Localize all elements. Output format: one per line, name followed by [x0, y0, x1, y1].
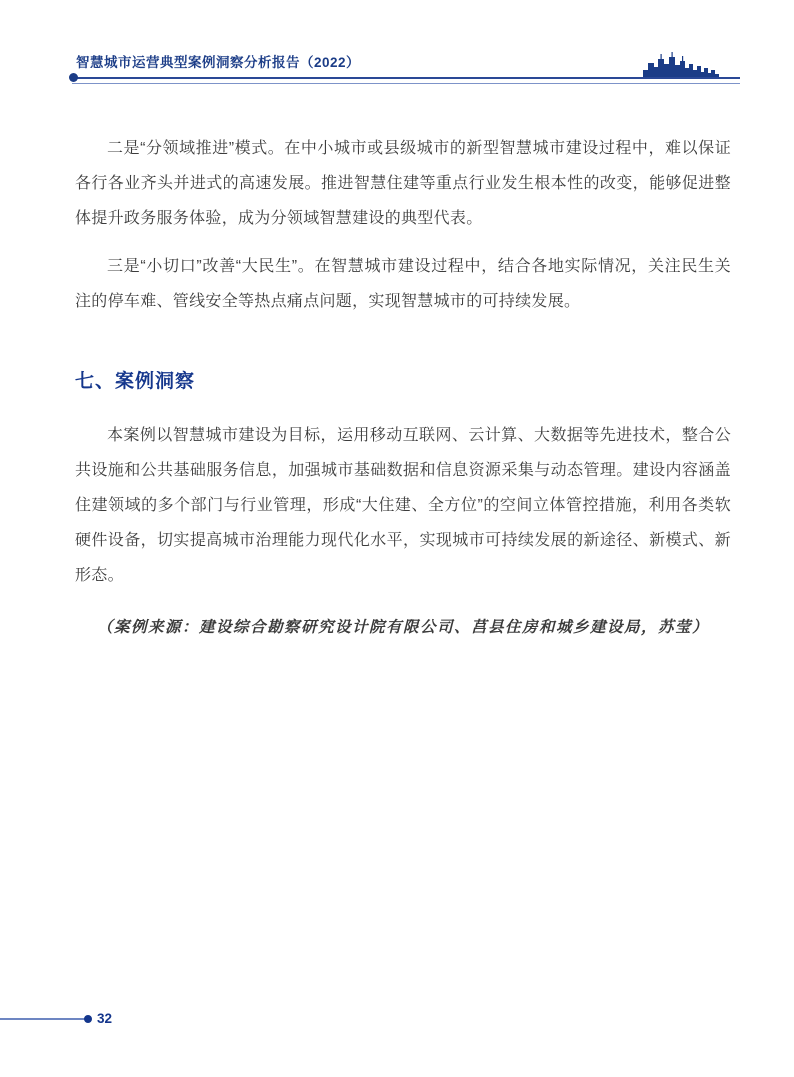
header-divider-dot [69, 73, 78, 82]
paragraph-mode-three: 三是“小切口”改善“大民生”。在智慧城市建设过程中，结合各地实际情况，关注民生关注的停车难、管线安全等热点痛点问题，实现智慧城市的可持续发展。 [75, 258, 731, 310]
footer-divider [0, 1018, 85, 1020]
page-number: 32 [97, 1011, 113, 1026]
city-skyline-icon [642, 51, 722, 77]
page-content [75, 131, 731, 637]
paragraph-case-insight: 本案例以智慧城市建设为目标，运用移动互联网、云计算、大数据等先进技术，整合公共设施和公共基础服务信息，加强城市基础数据和信息资源采集与动态管理。建设内容涵盖住建领域的多个部门与行业管理，形成“大住建、全方位”的空间立体管控措施，利用各类软硬件设备，切实提高城市治理能力现代化水平，实现城市可持续发展的新途径、新模式、新形态。 [75, 427, 731, 584]
header-divider [72, 77, 740, 84]
footer-divider-dot [84, 1015, 92, 1023]
paragraph-mode-two: 二是“分领域推进”模式。在中小城市或县级城市的新型智慧城市建设过程中，难以保证各行各业齐头并进式的高速发展。推进智慧住建等重点行业发生根本性的改变，能够促进整体提升政务服务体验，成为分领域智慧建设的典型代表。 [75, 140, 731, 227]
section-heading-case-insight: 七、案例洞察 [75, 371, 196, 392]
page-header [72, 54, 740, 84]
case-source-attribution: （案例来源：建设综合勘察研究设计院有限公司、莒县住房和城乡建设局，苏莹） [96, 619, 709, 636]
report-title: 智慧城市运营典型案例洞察分析报告（2022） [76, 55, 361, 70]
